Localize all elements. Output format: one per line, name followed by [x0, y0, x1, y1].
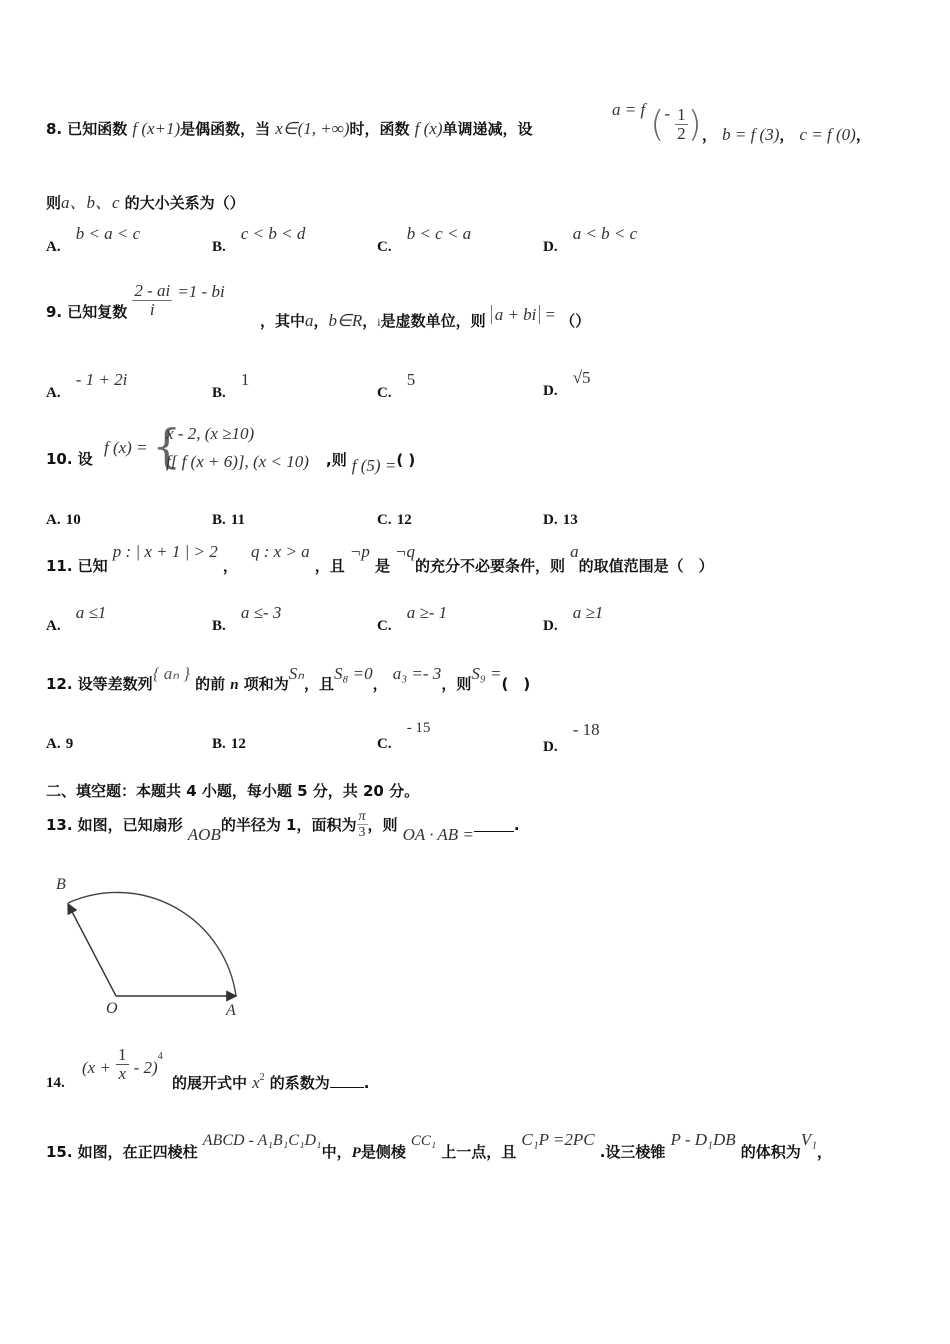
equals: =	[545, 305, 556, 324]
comma: ，	[702, 126, 718, 144]
q8-option-a[interactable]	[46, 224, 140, 256]
q14-tail	[172, 1072, 369, 1093]
option-value: - 1 + 2i	[75, 370, 128, 389]
answer-paren: ( )	[501, 675, 531, 693]
option-value: 1	[240, 370, 250, 389]
q8-def-bc	[702, 124, 871, 145]
option-label: B.	[212, 618, 226, 634]
q12-text: ，且	[304, 675, 335, 693]
q8-text: 单调递减，设	[442, 120, 533, 138]
q8-a-lhs: a = f	[612, 100, 646, 119]
q8-text: 时，函数	[349, 120, 410, 138]
q8-text: 则	[46, 194, 62, 212]
option-value: 12	[396, 512, 412, 528]
q11-option-b[interactable]	[212, 603, 281, 635]
q8-text: 是偶函数，当	[180, 120, 271, 138]
q10-case-1-expr: x - 2, (x ≥10)	[166, 424, 255, 443]
q15-text: 中，	[321, 1143, 352, 1161]
q11-text: 的取值范围是（ ）	[578, 557, 714, 575]
option-label: A.	[46, 385, 61, 401]
q11-option-d[interactable]	[543, 603, 603, 635]
option-value: b < a < c	[75, 224, 141, 243]
q10-number: 10.	[46, 450, 73, 468]
q12-sequence: { aₙ }	[152, 664, 191, 683]
option-label: C.	[377, 239, 392, 255]
q11-line	[46, 542, 714, 576]
q15-text: 的体积为	[740, 1143, 801, 1161]
option-value: 13	[562, 512, 578, 528]
q14-term: x	[252, 1073, 260, 1092]
option-value: c < b < d	[240, 224, 306, 243]
q10-option-a[interactable]	[46, 509, 81, 529]
option-value: a < b < c	[572, 224, 638, 243]
q13-fraction	[357, 810, 368, 841]
q11-not-q: ¬q	[395, 542, 416, 561]
comma: ，	[855, 126, 871, 144]
q9-text: 是虚数单位，则	[380, 312, 486, 330]
option-label: A.	[46, 239, 61, 255]
left-paren: (	[650, 104, 665, 145]
var-b: b∈R	[328, 311, 363, 330]
q12-S9: S₉ =	[471, 664, 502, 683]
q10-text: 设	[77, 450, 93, 468]
q13-line	[46, 810, 520, 845]
comma: ，	[222, 557, 238, 575]
answer-paren: ( )	[396, 451, 416, 469]
q10-option-d[interactable]	[543, 509, 578, 529]
sector-figure	[50, 870, 250, 1030]
option-value: a ≤- 3	[240, 603, 282, 622]
q11-q-expr: q : x > a	[250, 542, 310, 561]
q10-lhs	[104, 438, 148, 458]
q8-option-d[interactable]	[543, 224, 637, 256]
option-label: B.	[212, 736, 226, 752]
q14-text: 的系数为	[269, 1074, 330, 1092]
option-label: B.	[212, 385, 226, 401]
option-label: A.	[46, 618, 61, 634]
q8-line-1	[46, 118, 533, 139]
q9-text: 已知复数	[67, 303, 128, 321]
q10-option-c[interactable]	[377, 509, 412, 529]
q9-text: ，其中	[260, 312, 306, 330]
var-i: i	[377, 315, 381, 329]
q9-fraction	[132, 282, 172, 319]
q15-V1: V₁	[800, 1130, 818, 1149]
q12-text: ，则	[441, 675, 472, 693]
q13-text: ，则	[367, 816, 398, 834]
q8-vars: a、b、c	[61, 193, 120, 212]
option-label: D.	[543, 383, 558, 399]
q14-fraction	[116, 1046, 129, 1083]
q12-line	[46, 664, 530, 694]
q14-expr-post: - 2)	[133, 1058, 158, 1077]
q12-Sn: Sₙ	[288, 664, 304, 683]
q12-text: 的前	[195, 675, 226, 693]
q10-tail	[326, 449, 415, 476]
numerator: π	[358, 809, 366, 824]
q15-text: 如图，在正四棱柱	[77, 1143, 198, 1161]
point-label-b: B	[56, 876, 66, 893]
q10-label	[46, 448, 93, 469]
q11-text: 已知	[77, 557, 108, 575]
comma: ，	[779, 126, 795, 144]
q10-case-1	[166, 424, 254, 444]
q12-text: 项和为	[243, 675, 289, 693]
q13-text: 的半径为 1，面积为	[220, 816, 357, 834]
q14-text: 的展开式中	[172, 1074, 248, 1092]
period: .	[363, 1074, 370, 1092]
q14-term-exponent: 2	[259, 1072, 265, 1083]
point-label-a: A	[226, 1002, 236, 1019]
period: .	[513, 816, 520, 834]
q11-number: 11.	[46, 557, 73, 575]
comma: ，	[817, 1143, 833, 1161]
q9-number: 9.	[46, 303, 63, 321]
q15-prism: ABCD - A₁B₁C₁D₁	[202, 1132, 322, 1149]
q9-option-b[interactable]	[212, 370, 249, 402]
option-value: b < c < a	[406, 224, 472, 243]
option-label: B.	[212, 239, 226, 255]
q11-text: ，且	[314, 557, 345, 575]
q12-option-a[interactable]	[46, 733, 73, 753]
numerator: 1	[677, 105, 686, 124]
q11-text: 是	[374, 557, 390, 575]
point-label-o: O	[106, 1000, 118, 1017]
comma: ，	[362, 312, 378, 330]
q8-b-expr: b = f (3)	[722, 125, 780, 144]
option-value: 5	[406, 370, 416, 389]
q8-c-expr: c = f (0)	[799, 125, 856, 144]
q9-rhs: =1 - bi	[177, 282, 225, 301]
option-label: D.	[543, 239, 558, 255]
option-label: B.	[212, 512, 226, 528]
q12-option-d[interactable]	[543, 720, 600, 756]
q12-option-b[interactable]	[212, 733, 246, 753]
option-value: √5	[572, 368, 591, 387]
left-brace-icon: {	[152, 419, 182, 473]
q13-sector: AOB	[187, 825, 221, 844]
q8-a-neg: -	[664, 104, 671, 123]
sector-diagram-icon	[50, 870, 250, 1030]
option-value: a ≥1	[572, 603, 604, 622]
option-value: 10	[65, 512, 81, 528]
q9-abs-expr: a + bi	[491, 305, 541, 324]
q9-line	[46, 282, 225, 322]
q15-P: P	[351, 1145, 361, 1161]
comma: ，	[372, 675, 388, 693]
q9-option-c[interactable]	[377, 370, 415, 402]
option-label: C.	[377, 512, 392, 528]
option-value: 9	[65, 736, 74, 752]
option-label: D.	[543, 512, 558, 528]
option-value: - 18	[572, 720, 600, 739]
right-paren: )	[687, 104, 702, 145]
q9-line-tail	[260, 305, 590, 331]
denominator: x	[118, 1064, 127, 1083]
q11-p-expr: p : | x + 1 | > 2	[112, 542, 218, 561]
q11-not-p: ¬p	[349, 542, 370, 561]
q14-exponent: 4	[157, 1051, 163, 1062]
q8-a-fraction	[675, 106, 688, 143]
q12-number: 12.	[46, 675, 73, 693]
option-label: C.	[377, 385, 392, 401]
q10-lhs-expr: f (x) =	[104, 438, 148, 457]
q11-option-a[interactable]	[46, 603, 106, 635]
q8-expr-f-x: f (x)	[414, 119, 443, 138]
q8-option-b[interactable]	[212, 224, 305, 256]
option-label: D.	[543, 618, 558, 634]
q15-condition: C₁P =2PC	[521, 1130, 595, 1149]
q8-line-2	[46, 188, 245, 213]
q12-text: 设等差数列	[77, 675, 153, 693]
q15-pyramid: P - D₁DB	[670, 1130, 736, 1149]
q14-number: 14.	[46, 1075, 65, 1091]
q13-number: 13.	[46, 816, 73, 834]
q8-option-c[interactable]	[377, 224, 471, 256]
q8-text: 的大小关系为（）	[124, 194, 245, 212]
q8-text: 已知函数	[67, 120, 128, 138]
q9-option-a[interactable]	[46, 370, 127, 402]
q8-def-a	[612, 100, 702, 145]
option-label: A.	[46, 512, 61, 528]
q14-number-wrap	[46, 1072, 65, 1092]
q10-f5-expr: f (5) =	[351, 456, 397, 475]
answer-paren: （）	[560, 312, 591, 330]
q15-edge: CC₁	[410, 1133, 437, 1149]
denominator: i	[149, 300, 155, 319]
option-value: a ≤1	[75, 603, 107, 622]
option-label: C.	[377, 618, 392, 634]
option-value: 11	[230, 512, 246, 528]
q12-n: n	[230, 677, 239, 693]
q12-S8: S₈ =0	[334, 664, 373, 683]
q14-expr-pre: (x +	[82, 1058, 111, 1077]
q10-text: ,则	[326, 451, 347, 469]
q13-text: 如图，已知扇形	[77, 816, 183, 834]
option-label: C.	[377, 736, 392, 752]
q14-expression	[82, 1046, 163, 1083]
q10-case-2-expr: f[ f (x + 6)], (x < 10)	[166, 452, 309, 471]
q10-option-b[interactable]	[212, 509, 245, 529]
q9-option-d[interactable]	[543, 368, 591, 400]
q8-expr-f-x-plus-1: f (x+1)	[132, 119, 181, 138]
denominator: 2	[677, 124, 686, 143]
q15-line	[46, 1130, 832, 1162]
numerator: 2 - ai	[134, 281, 171, 300]
numerator: 1	[118, 1045, 127, 1064]
q15-text: .设三棱锥	[599, 1143, 666, 1161]
option-value: 12	[230, 736, 246, 752]
q11-option-c[interactable]	[377, 603, 447, 635]
var-a: a	[305, 311, 314, 330]
answer-blank[interactable]	[330, 1087, 364, 1088]
comma: ，	[313, 312, 329, 330]
q11-text: 的充分不必要条件，则	[415, 557, 566, 575]
q10-case-2	[166, 452, 309, 472]
q8-number: 8.	[46, 120, 63, 138]
answer-blank[interactable]	[474, 831, 514, 832]
q12-a3: a₃ =- 3	[392, 664, 442, 683]
q13-dot-product-expr: OA · AB =	[402, 825, 474, 844]
var-a: a	[570, 542, 579, 561]
q12-option-c[interactable]	[377, 720, 430, 753]
option-value: - 15	[406, 720, 431, 736]
denominator: 3	[358, 825, 366, 840]
q8-expr-domain: x∈(1, +∞)	[275, 119, 350, 138]
q15-number: 15.	[46, 1143, 73, 1161]
q15-text: 上一点，且	[441, 1143, 517, 1161]
option-label: D.	[543, 739, 558, 755]
section-2-heading: 二、填空题：本题共 4 小题，每小题 5 分，共 20 分。	[46, 782, 420, 800]
q15-text: 是侧棱	[360, 1143, 406, 1161]
option-label: A.	[46, 736, 61, 752]
option-value: a ≥- 1	[406, 603, 448, 622]
